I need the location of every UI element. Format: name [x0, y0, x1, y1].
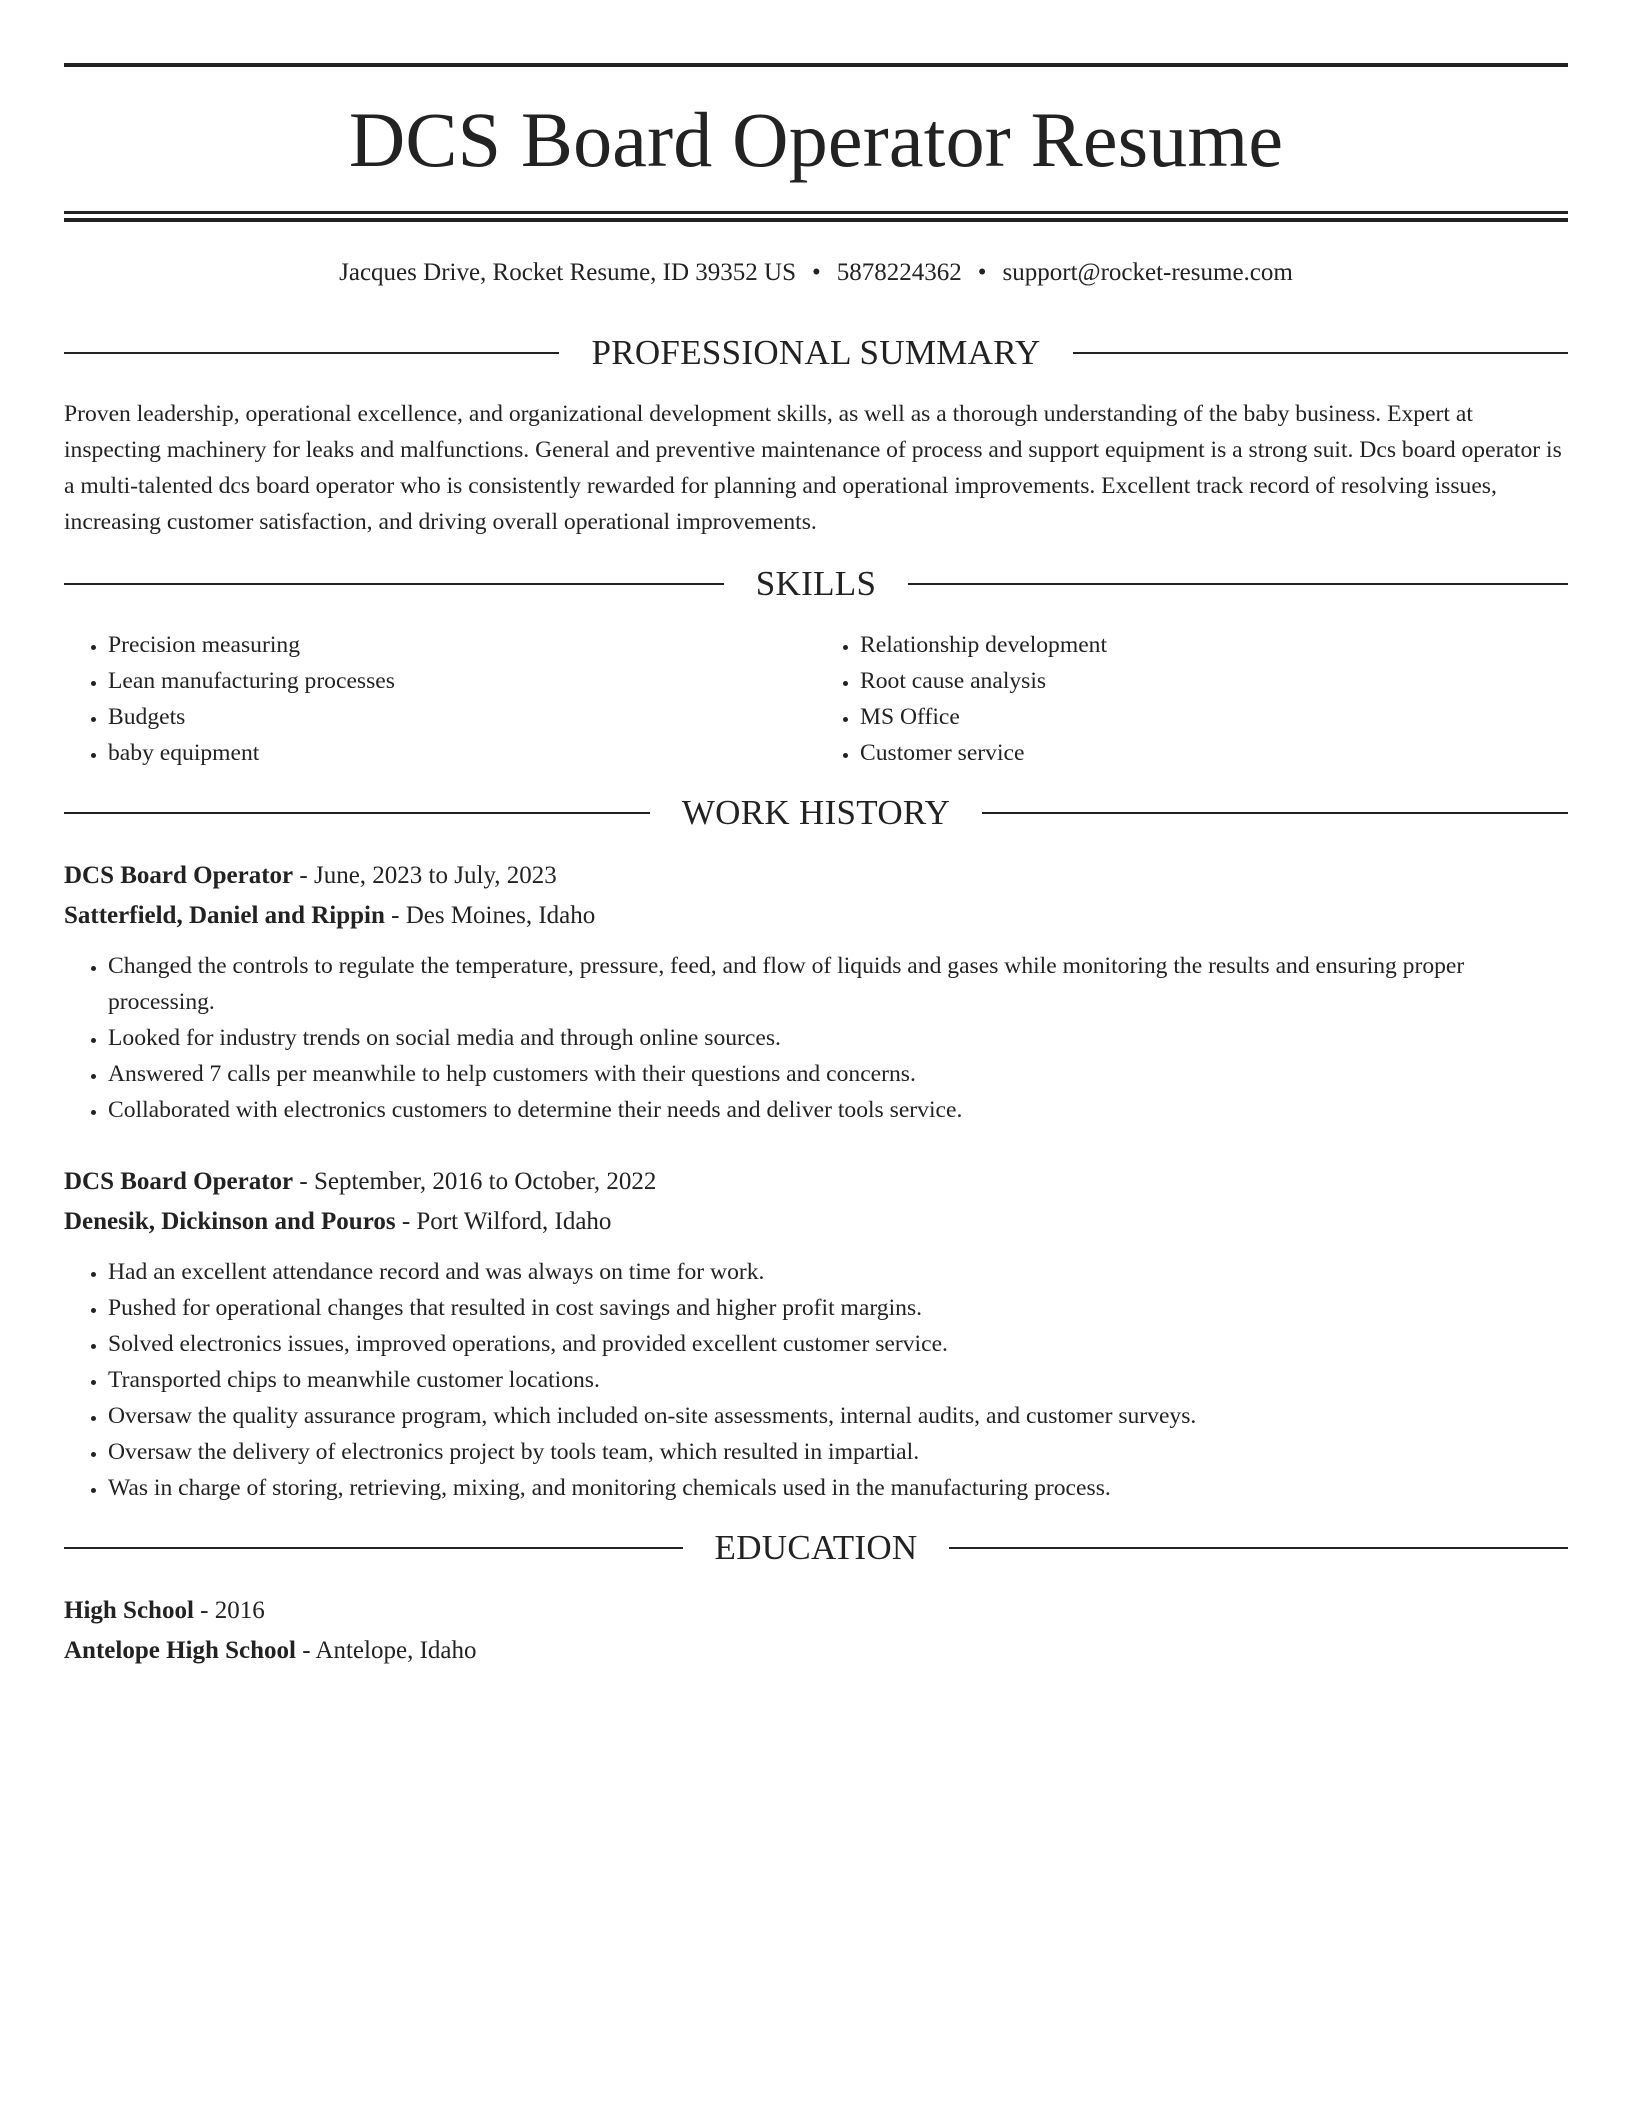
- skill-item: • Customer service: [860, 735, 1568, 771]
- job-bullet: • Solved electronics issues, improved operations, and provided excellent customer service.: [108, 1326, 1568, 1362]
- job-bullet: • Oversaw the quality assurance program, which included on-site assessments, internal audits, and customer surveys.: [108, 1398, 1568, 1434]
- job-location: - Port Wilford, Idaho: [395, 1208, 612, 1235]
- job-bullet: • Had an excellent attendance record and was always on time for work.: [108, 1254, 1568, 1290]
- skill-item: • Precision measuring: [108, 627, 816, 663]
- summary-heading: [64, 335, 1568, 370]
- skills-list-left: [64, 627, 816, 771]
- job-company: Denesik, Dickinson and Pouros: [64, 1208, 396, 1235]
- job-company: Satterfield, Daniel and Rippin: [64, 902, 385, 929]
- heading-rule: [64, 352, 559, 354]
- skill-item: • Root cause analysis: [860, 663, 1568, 699]
- job-title-line: [64, 856, 1568, 896]
- summary-heading-label: PROFESSIONAL SUMMARY: [591, 333, 1041, 372]
- education-entry: [64, 1591, 1568, 1671]
- contact-email: support@rocket-resume.com: [1002, 259, 1293, 286]
- job-company-line: [64, 896, 1568, 936]
- heading-rule: [1073, 352, 1568, 354]
- skills-heading-label: SKILLS: [755, 564, 877, 603]
- heading-rule: [982, 812, 1568, 814]
- skill-item: • Relationship development: [860, 627, 1568, 663]
- skill-item: • Lean manufacturing processes: [108, 663, 816, 699]
- education-heading: [64, 1530, 1568, 1565]
- job-title: DCS Board Operator: [64, 1168, 294, 1195]
- job-bullet: • Collaborated with electronics customers to determine their needs and deliver tools service.: [108, 1092, 1568, 1128]
- job-title-line: [64, 1162, 1568, 1202]
- education-year: - 2016: [193, 1597, 265, 1624]
- top-rule: [64, 63, 1568, 67]
- heading-rule: [64, 1547, 683, 1549]
- job-bullet: • Looked for industry trends on social media and through online sources.: [108, 1020, 1568, 1056]
- heading-rule: [64, 812, 650, 814]
- job-company-line: [64, 1202, 1568, 1242]
- contact-phone: 5878224362: [836, 259, 962, 286]
- skill-item: • baby equipment: [108, 735, 816, 771]
- education-heading-label: EDUCATION: [714, 1528, 918, 1567]
- job-bullet: • Was in charge of storing, retrieving, mixing, and monitoring chemicals used in the manufacturing process.: [108, 1470, 1568, 1506]
- job-bullet: • Answered 7 calls per meanwhile to help customers with their questions and concerns.: [108, 1056, 1568, 1092]
- heading-rule: [949, 1547, 1568, 1549]
- skill-item: • MS Office: [860, 699, 1568, 735]
- education-location: - Antelope, Idaho: [295, 1637, 477, 1664]
- skill-item: • Budgets: [108, 699, 816, 735]
- job-bullet: • Oversaw the delivery of electronics project by tools team, which resulted in impartial.: [108, 1434, 1568, 1470]
- contact-separator: •: [812, 259, 821, 286]
- job-bullets: [64, 948, 1568, 1128]
- contact-line: [64, 258, 1568, 288]
- work-heading-label: WORK HISTORY: [681, 793, 951, 832]
- job-dates: - June, 2023 to July, 2023: [293, 862, 557, 889]
- job-entry: [64, 1162, 1568, 1506]
- education-school: Antelope High School: [64, 1637, 296, 1664]
- title-double-rule: [64, 211, 1568, 222]
- contact-address: Jacques Drive, Rocket Resume, ID 39352 US: [339, 259, 797, 286]
- job-entry: [64, 856, 1568, 1128]
- resume-title: DCS Board Operator Resume: [348, 96, 1284, 183]
- job-dates: - September, 2016 to October, 2022: [293, 1168, 657, 1195]
- education-school-line: [64, 1631, 1568, 1671]
- heading-rule: [64, 583, 724, 585]
- work-heading: [64, 795, 1568, 830]
- skills-columns: [64, 627, 1568, 771]
- education-degree: High School: [64, 1597, 194, 1624]
- education-degree-line: [64, 1591, 1568, 1631]
- skills-list-right: [816, 627, 1568, 771]
- skills-heading: [64, 566, 1568, 601]
- job-bullets: [64, 1254, 1568, 1506]
- job-bullet: • Transported chips to meanwhile customer locations.: [108, 1362, 1568, 1398]
- heading-rule: [908, 583, 1568, 585]
- job-bullet: • Changed the controls to regulate the temperature, pressure, feed, and flow of liquids and gases while monitoring the results and ensuring proper processing.: [108, 948, 1568, 1020]
- job-title: DCS Board Operator: [64, 862, 294, 889]
- job-location: - Des Moines, Idaho: [384, 902, 596, 929]
- contact-separator: •: [977, 259, 987, 286]
- summary-text: Proven leadership, operational excellence, and organizational development skills, as well as a thorough understanding of the baby business. Expert at inspecting machinery for leaks and malfunctions. General and preventive maintenance of process and support equipment is a strong suit. Dcs board operator is a multi-talented dcs board operator who is consistently rewarded for planning and operational improvements. Excellent track record of resolving issues, increasing customer satisfaction, and driving overall operational improvements.: [64, 401, 1562, 535]
- job-bullet: • Pushed for operational changes that resulted in cost savings and higher profit margins.: [108, 1290, 1568, 1326]
